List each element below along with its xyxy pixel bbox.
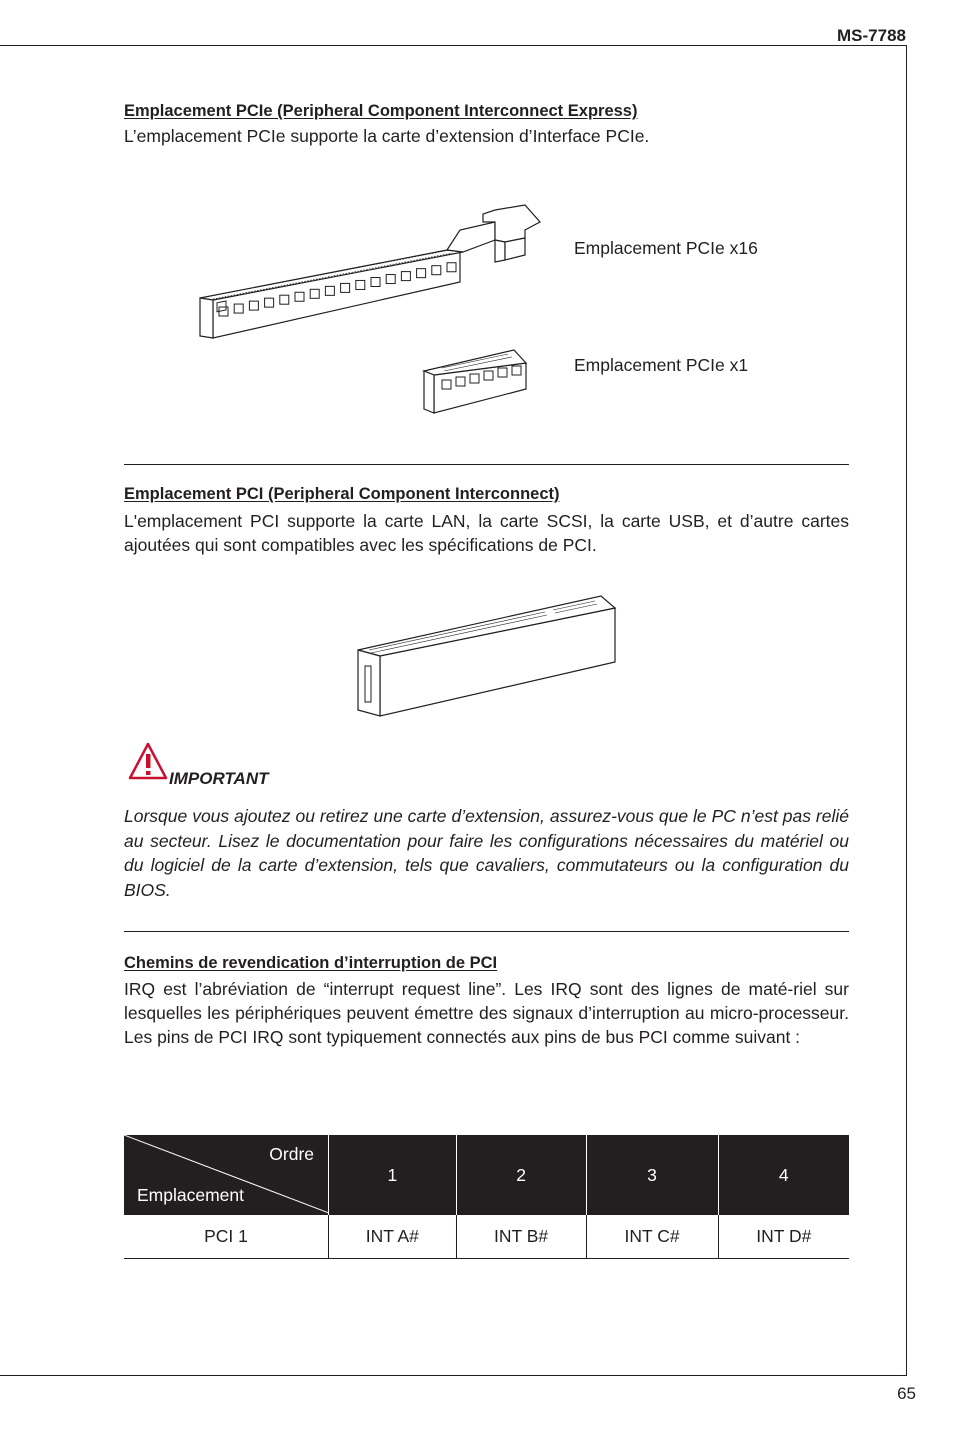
pci-description: L'emplacement PCI supporte la carte LAN, la carte SCSI, la carte USB, et d’autre cartes ajoutées qui sont compatibles avec les spécifications de PCI. xyxy=(124,511,849,555)
irq-description: IRQ est l’abréviation de “interrupt request line”. Les IRQ sont des lignes de maté-riel sur lesquelles les périphériques peuvent émettre des signaux d’interruption au micro-processeur. Les pins de PCI IRQ sont typiquement connectés aux pins de bus PCI comme suivant : xyxy=(124,979,849,1047)
pcie-description: L’emplacement PCIe supporte la carte d’extension d’Interface PCIe. xyxy=(124,126,650,146)
pcie-x1-label: Emplacement PCIe x1 xyxy=(574,355,749,375)
column-header: 4 xyxy=(718,1135,849,1215)
header-rule xyxy=(0,45,907,46)
important-title: IMPORTANT xyxy=(169,769,269,788)
pci-slot-diagram xyxy=(355,592,620,720)
corner-slot-label: Emplacement xyxy=(137,1185,244,1205)
warning-icon xyxy=(128,742,168,780)
slot-cell: PCI 1 xyxy=(124,1215,329,1259)
section-divider xyxy=(124,931,849,932)
model-number: MS-7788 xyxy=(837,26,906,45)
pcie-section-title: Emplacement PCIe (Peripheral Component Interconnect Express) xyxy=(124,102,638,120)
irq-section-title: Chemins de revendication d’interruption de PCI xyxy=(124,954,498,972)
pcie-x1-slot-diagram xyxy=(422,347,530,417)
pcie-x16-label: Emplacement PCIe x16 xyxy=(574,238,758,258)
column-header: 3 xyxy=(586,1135,718,1215)
important-text: Lorsque vous ajoutez ou retirez une carte d’extension, assurez-vous que le PC n’est pas relié au secteur. Lisez le documentation pour faire les configurations nécessaires du matériel ou du logiciel de la carte d’extension, tels que cavaliers, commutateurs ou la configuration du BIOS. xyxy=(124,806,849,900)
irq-cell: INT C# xyxy=(586,1215,718,1259)
irq-table xyxy=(124,1135,849,1259)
corner-order-label: Ordre xyxy=(269,1144,314,1164)
section-divider xyxy=(124,464,849,465)
irq-cell: INT B# xyxy=(456,1215,586,1259)
irq-cell: INT A# xyxy=(329,1215,457,1259)
column-header: 1 xyxy=(329,1135,457,1215)
table-corner-cell xyxy=(124,1135,329,1215)
table-header-row xyxy=(124,1135,849,1215)
irq-cell: INT D# xyxy=(718,1215,849,1259)
column-header: 2 xyxy=(456,1135,586,1215)
pcie-x16-slot-diagram xyxy=(195,200,555,340)
footer-rule xyxy=(0,1375,907,1376)
table-row xyxy=(124,1215,849,1259)
pci-section-title: Emplacement PCI (Peripheral Component Interconnect) xyxy=(124,485,560,503)
side-rule xyxy=(906,45,907,1375)
page-number: 65 xyxy=(897,1384,916,1403)
